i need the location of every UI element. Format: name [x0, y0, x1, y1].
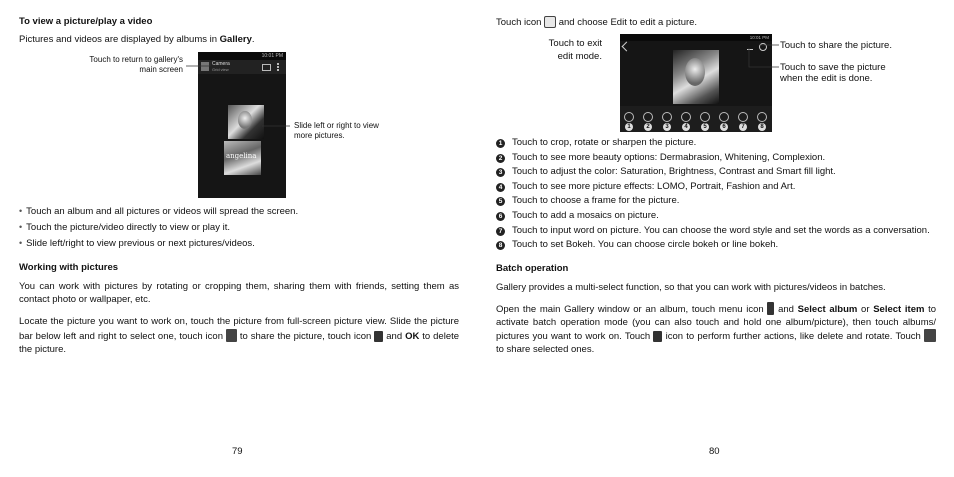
bullet-dot: • [19, 238, 23, 248]
bullet-text: Touch the picture/video directly to view or play it. [26, 222, 230, 233]
status-time: 10:01 PM [261, 53, 283, 59]
list-item [19, 221, 459, 237]
list-item [496, 166, 836, 179]
list-item [496, 181, 795, 194]
list-item [496, 225, 930, 238]
page-number-left: 79 [232, 446, 243, 457]
select-album-bold: Select album [797, 304, 858, 315]
intro-period: . [251, 34, 255, 45]
right-para-open [496, 302, 936, 356]
tool-number: 7 [739, 123, 747, 131]
delete-icon [653, 331, 662, 342]
list-text: Touch to crop, rotate or sharpen the picture. [512, 137, 697, 148]
list-number: 1 [496, 139, 505, 148]
open-text-b: to activate batch operation mode (you can also touch and hold one album/picture), then touch albums/ pictures you want to work on. Touch [496, 304, 937, 342]
list-item [496, 210, 659, 223]
list-item [496, 137, 696, 150]
list-number: 3 [496, 168, 505, 177]
leader-save [749, 48, 779, 67]
tool-number: 1 [625, 123, 633, 131]
callout-share: Touch to share the picture. [780, 40, 892, 51]
thumbnail-label: angelina [226, 152, 257, 160]
tool-number: 8 [758, 123, 766, 131]
list-text: Touch to see more beauty options: Dermabrasion, Whitening, Complexion. [512, 151, 826, 163]
tool-number: 6 [720, 123, 728, 131]
left-bullet-list [19, 205, 459, 253]
right-heading-batch: Batch operation [496, 263, 569, 274]
list-number: 2 [496, 154, 505, 163]
gallery-bold: Gallery [219, 34, 252, 45]
locate-text-a: Locate the picture you want to work on, touch the picture from full-screen picture view. Slide the picture bar below left and right to select one, touch icon [19, 316, 459, 342]
list-number: 8 [496, 241, 505, 250]
tool-number: 5 [701, 123, 709, 131]
list-text: Touch to set Bokeh. You can choose circle bokeh or line bokeh. [512, 239, 779, 251]
list-text: Touch to choose a frame for the picture. [512, 195, 680, 207]
open-text-d: to share selected ones. [496, 343, 595, 355]
menu-icon [767, 302, 774, 315]
leader-return [186, 62, 210, 66]
touch-icon-prefix: Touch icon [496, 17, 542, 28]
list-item [496, 239, 778, 252]
bullet-dot: • [19, 222, 23, 232]
locate-text-b: to share the picture, touch icon [239, 330, 372, 342]
right-numbered-list [496, 137, 946, 253]
open-text-and: and [778, 304, 794, 315]
bullet-text: Touch an album and all pictures or videos will spread the screen. [26, 206, 299, 217]
open-text-c: icon to perform further actions, like delete and rotate. Touch [665, 331, 921, 342]
open-text-or: or [861, 304, 870, 315]
list-text: Touch to add a mosaics on picture. [512, 210, 659, 221]
bullet-dot: • [19, 206, 23, 216]
share-icon [924, 329, 936, 342]
list-number: 6 [496, 212, 505, 221]
editor-status-time: 10:01 PM [749, 35, 769, 40]
list-item [496, 195, 679, 208]
left-para-working: You can work with pictures by rotating or cropping them, sharing them with friends, setting them as contact photo or wallpaper, etc. [19, 281, 459, 305]
intro-text: Pictures and videos are displayed by albums in [19, 34, 220, 45]
list-text: Touch to input word on picture. You can choose the word style and set the words as a conversation. [512, 224, 930, 236]
ok-bold: OK [405, 330, 420, 342]
callout-return-line1: Touch to return to gallery's [89, 55, 183, 64]
list-item [496, 152, 825, 165]
list-number: 5 [496, 197, 505, 206]
callout-slide-line1: Slide left or right to view [294, 121, 379, 130]
bullet-text: Slide left/right to view previous or next pictures/videos. [26, 238, 255, 249]
list-item [19, 205, 459, 221]
share-icon [226, 329, 237, 342]
right-para-batch: Gallery provides a multi-select function, so that you can work with pictures/videos in batches. [496, 282, 886, 293]
callout-save-line1: Touch to save the picture [780, 62, 886, 73]
delete-icon [374, 331, 383, 342]
list-text: Touch to see more picture effects: LOMO, Portrait, Fashion and Art. [512, 180, 796, 192]
locate-text-d: to delete the picture. [19, 330, 460, 355]
callout-exit-line2: edit mode. [557, 50, 602, 62]
list-item [19, 237, 459, 253]
list-number: 4 [496, 183, 505, 192]
callout-return-line2: main screen [139, 65, 183, 74]
select-item-bold: Select item [873, 304, 925, 315]
list-number: 7 [496, 227, 505, 236]
page-number-right: 80 [709, 446, 720, 457]
tool-number: 4 [682, 123, 690, 131]
left-para-locate [19, 315, 459, 357]
left-heading-view: To view a picture/play a video [19, 16, 153, 27]
open-text-a: Open the main Gallery window or an album, touch menu icon [496, 304, 764, 315]
left-heading-working: Working with pictures [19, 262, 119, 273]
tool-number: 2 [644, 123, 652, 131]
callout-save-line2: when the edit is done. [780, 73, 873, 84]
locate-text-and: and [386, 330, 403, 342]
album-title: Camera [212, 61, 230, 67]
callout-exit-line1: Touch to exit [548, 38, 602, 49]
album-subtitle: Grid view [212, 67, 229, 72]
touch-icon-suffix: and choose Edit to edit a picture. [558, 17, 698, 28]
callout-slide-line2: more pictures. [294, 131, 345, 140]
tool-number: 3 [663, 123, 671, 131]
list-text: Touch to adjust the color: Saturation, Brightness, Contrast and Smart fill light. [512, 166, 836, 178]
